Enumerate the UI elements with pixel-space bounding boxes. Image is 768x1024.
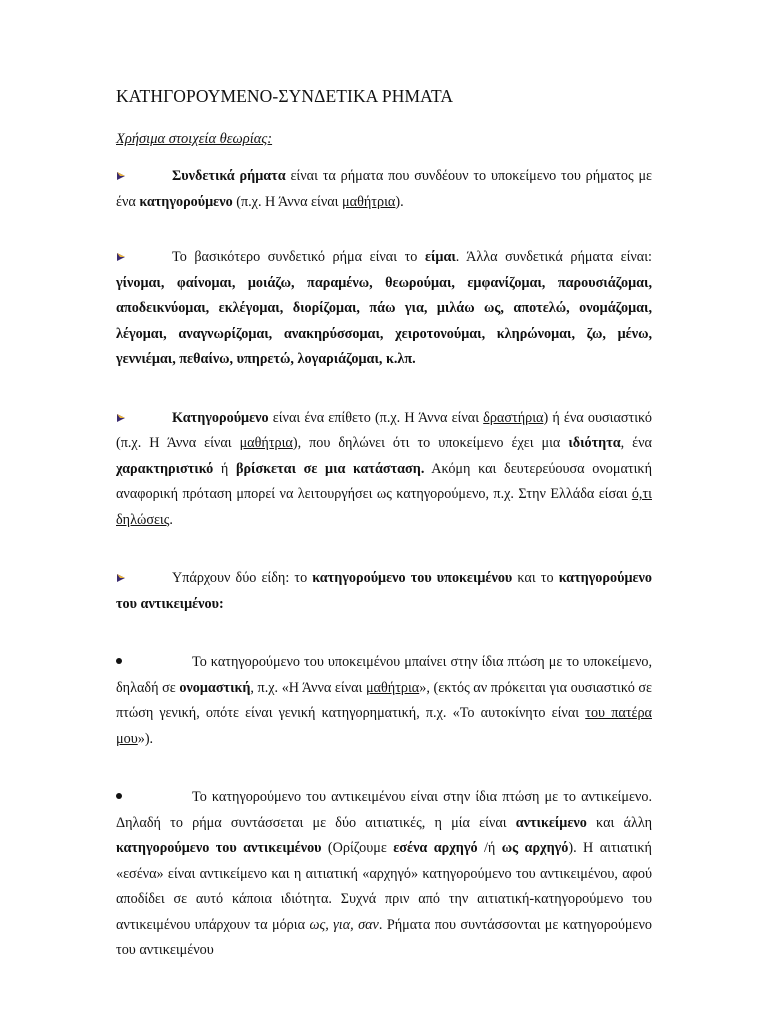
arrow-bullet-icon bbox=[116, 252, 126, 262]
arrow-bullet-icon bbox=[116, 413, 126, 423]
paragraph-predicate-definition: Κατηγορούμενο είναι ένα επίθετο (π.χ. Η Άννα είναι δραστήρια) ή ένα ουσιαστικό (π.χ. Η Άννα είναι μαθήτρια), που δηλώνει ότι το υποκείμενο έχει μια ιδιότητα, ένα χαρακτηριστικό ή βρίσκεται σε μια κατάσταση. Ακόμη και δευτερεύουσα ονοματική αναφορική πρόταση μπορεί να λειτουργήσει ως κατηγορούμενο, π.χ. Στην Ελλάδα είσαι ό,τι δηλώσεις. bbox=[116, 409, 652, 528]
paragraph-verb-list: Το βασικότερο συνδετικό ρήμα είναι το είμαι. Άλλα συνδετικά ρήματα είναι: γίνομαι, φαίνομαι, μοιάζω, παραμένω, θεωρούμαι, εμφανίζομαι, παρουσιάζομαι, αποδεικνύομαι, εκλέγομαι, διορίζομαι, πάω για, μιλάω ως, αποτελώ, ονομάζομαι, λέγομαι, αναγνωρίζομαι, ανακηρύσσομαι, χειροτονούμαι, κληρώνομαι, ζω, μένω, γεννιέμαι, πεθαίνω, υπηρετώ, λογαριάζομαι, κ.λπ. bbox=[116, 249, 652, 367]
document-page bbox=[116, 84, 652, 964]
paragraph-predicate-types: Υπάρχουν δύο είδη: το κατηγορούμενο του υποκειμένου και το κατηγορούμενο του αντικειμένου: bbox=[116, 570, 652, 612]
bullet-dot-icon bbox=[116, 658, 122, 664]
paragraph-linking-verbs: Συνδετικά ρήματα είναι τα ρήματα που συνδέουν το υποκείμενο του ρήματος με ένα κατηγορούμενο (π.χ. Η Άννα είναι μαθήτρια). bbox=[116, 168, 653, 210]
arrow-bullet-icon bbox=[116, 171, 126, 181]
verb-list: γίνομαι, φαίνομαι, μοιάζω, παραμένω, θεωρούμαι, εμφανίζομαι, παρουσιάζομαι, αποδεικνύομαι, εκλέγομαι, διορίζομαι, πάω για, μιλάω ως, αποτελώ, ονομάζομαι, λέγομαι, αναγνωρίζομαι, ανακηρύσσομαι, χειροτονούμαι, κληρώνομαι, ζω, μένω, γεννιέμαι, πεθαίνω, υπηρετώ, λογαριάζομαι, κ.λπ. bbox=[116, 274, 652, 367]
document-subtitle: Χρήσιμα στοιχεία θεωρίας: bbox=[116, 131, 273, 147]
arrow-bullet-icon bbox=[116, 573, 126, 583]
paragraph-subject-predicate: Το κατηγορούμενο του υποκειμένου μπαίνει στην ίδια πτώση με το υποκείμενο, δηλαδή σε ονομαστική, π.χ. «Η Άννα είναι μαθήτρια», (εκτός αν πρόκειται για ουσιαστικό σε πτώση γενική, οπότε είναι γενική κατηγορηματική, π.χ. «Το αυτοκίνητο είναι του πατέρα μου»). bbox=[116, 654, 652, 747]
paragraph-object-predicate: Το κατηγορούμενο του αντικειμένου είναι στην ίδια πτώση με το αντικείμενο. Δηλαδή το ρήμα συντάσσεται με δύο αιτιατικές, η μία είναι αντικείμενο και άλλη κατηγορούμενο του αντικειμένου (Ορίζουμε εσένα αρχηγό /ή ως αρχηγό). Η αιτιατική «εσένα» είναι αντικείμενο και η αιτιατική «αρχηγό» κατηγορούμενο του αντικειμένου, αφού αποδίδει σε αυτό κάποια ιδιότητα. Συχνά πριν από την αιτιατική-κατηγορούμενο του αντικειμένου υπάρχουν τα μόρια ως, για, σαν. Ρήματα που συντάσσονται με κατηγορούμενο του αντικειμένου bbox=[116, 789, 652, 958]
bullet-dot-icon bbox=[116, 793, 122, 799]
term-linking-verbs: Συνδετικά ρήματα bbox=[172, 168, 286, 184]
document-title: ΚΑΤΗΓΟΡΟΥΜΕΝΟ-ΣΥΝΔΕΤΙΚΑ ΡΗΜΑΤΑ bbox=[116, 86, 454, 106]
